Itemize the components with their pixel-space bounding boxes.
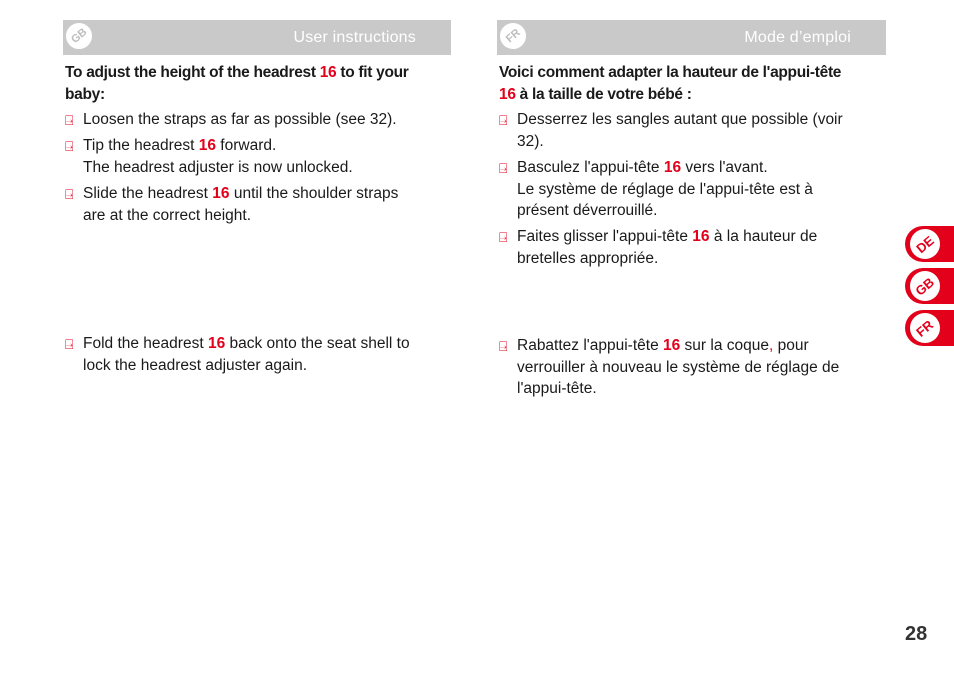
header-title-fr: Mode d’emploi [744,29,851,46]
step-arrow-icon: ⍈ [499,229,508,245]
step-arrow-icon: ⍈ [65,138,74,154]
step-item: ⍈ Loosen the straps as far as possible (see 32). [65,109,397,131]
language-tab-label: GB [912,273,938,299]
language-tab-label: DE [913,232,937,256]
step-item: ⍈ Tip the headrest 16 forward. The headrest adjuster is now unlocked. [65,137,353,176]
step-item: ⍈ Desserrez les sangles autant que possible (voir 32). [499,111,843,150]
step-item: ⍈ Rabattez l'appui-tête 16 sur la coque, pour verrouiller à nouveau le système de réglage de l'appui-tête. [499,337,840,397]
step-arrow-icon: ⍈ [65,112,74,128]
language-tab-gb[interactable] [905,268,954,304]
section-heading-fr: Voici comment adapter la hauteur de l'appui-tête 16 à la taille de votre bébé : [499,64,842,103]
step-item: ⍈ Faites glisser l'appui-tête 16 à la hauteur de bretelles appropriée. [499,228,818,267]
language-tab-de[interactable] [905,226,954,262]
header-title-gb: User instructions [293,29,416,46]
step-item: ⍈ Slide the headrest 16 until the shoulder straps are at the correct height. [65,185,399,224]
step-arrow-icon: ⍈ [65,186,74,202]
language-badge-gb: GB [65,22,93,50]
section-heading-gb: To adjust the height of the headrest 16 to fit your baby: [65,64,409,103]
header-bar-fr [497,20,886,55]
step-item: ⍈ Fold the headrest 16 back onto the seat shell to lock the headrest adjuster again. [65,335,410,374]
step-arrow-icon: ⍈ [65,336,74,352]
step-arrow-icon: ⍈ [499,338,508,354]
language-tab-fr[interactable] [905,310,954,346]
page-number: 28 [905,623,928,645]
header-bar-gb [63,20,451,55]
language-badge-fr: FR [499,22,527,50]
step-arrow-icon: ⍈ [499,160,508,176]
language-tab-label: FR [913,316,937,340]
step-item: ⍈ Basculez l'appui-tête 16 vers l'avant. Le système de réglage de l'appui-tête est à présent déverrouillé. [499,159,813,219]
step-arrow-icon: ⍈ [499,112,508,128]
